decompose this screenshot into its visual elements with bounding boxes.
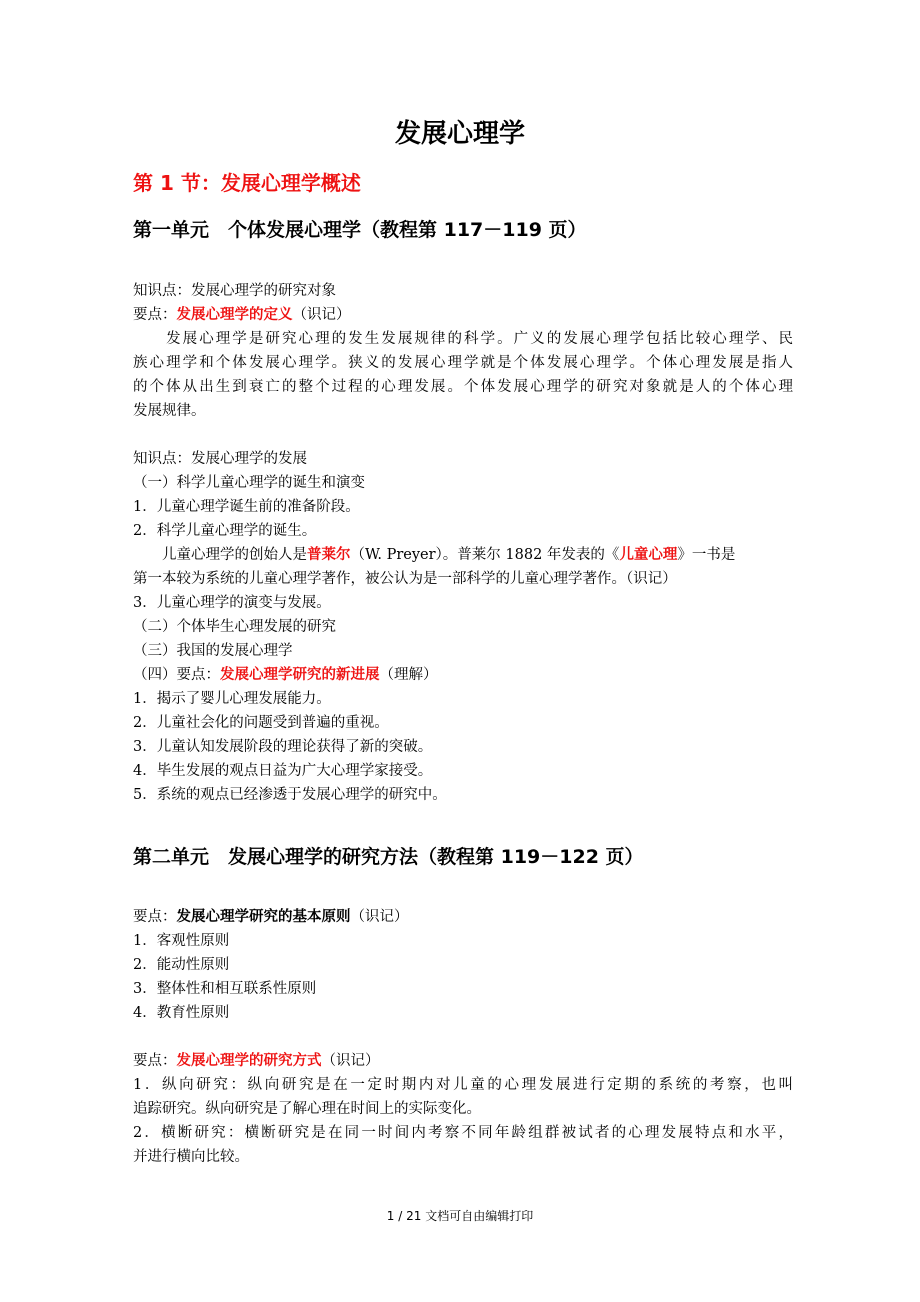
method-line: 追踪研究。纵向研究是了解心理在时间上的实际变化。 (133, 1101, 481, 1117)
founder-paragraph-line (133, 543, 793, 567)
s4-highlight: 发展心理学研究的新进展 (220, 666, 380, 683)
page-footer: 1 / 21 文档可自由编辑打印 (386, 1209, 534, 1223)
unit1-heading: 第一单元 个体发展心理学（教程第 117－119 页） (133, 219, 587, 241)
progress-item: 2．儿童社会化的问题受到普遍的重视。 (133, 715, 389, 731)
book-title: 儿童心理 (619, 546, 678, 563)
founder-text-c: 》一书是 (677, 547, 736, 563)
s4-prefix: （四）要点： (133, 667, 220, 683)
methods-highlight: 发展心理学的研究方式 (176, 1052, 322, 1069)
subsection-1-item-2: 2．科学儿童心理学的诞生。 (133, 523, 317, 539)
subsection-1-item-3: 3．儿童心理学的演变与发展。 (133, 595, 331, 611)
founder-text-a: 儿童心理学的创始人是 (133, 547, 307, 563)
founder-paragraph-line: 第一本较为系统的儿童心理学著作，被公认为是一部科学的儿童心理学著作。（识记） (133, 571, 677, 587)
key-suffix: （识记） (292, 307, 351, 323)
definition-paragraph-line: 发展规律。 (133, 403, 206, 419)
method-line: 并进行横向比较。 (133, 1149, 249, 1165)
founder-name: 普莱尔 (307, 546, 351, 563)
subsection-1: （一）科学儿童心理学的诞生和演变 (133, 475, 365, 491)
s4-suffix: （理解） (379, 667, 438, 683)
founder-text-b: （W. Preyer）。普莱尔 1882 年发表的《 (350, 547, 620, 563)
methods-key-point (133, 1049, 793, 1073)
subsection-3: （三）我国的发展心理学 (133, 643, 293, 659)
document-title: 发展心理学 (394, 119, 525, 149)
kp1-label: 知识点：发展心理学的研究对象 (133, 283, 336, 299)
progress-item: 3．儿童认知发展阶段的理论获得了新的突破。 (133, 739, 433, 755)
definition-paragraph-line: 族心理学和个体发展心理学。狭义的发展心理学就是个体发展心理学。个体心理发展是指人 (133, 355, 793, 371)
progress-item: 1．揭示了婴儿心理发展能力。 (133, 691, 331, 707)
principle-item: 2．能动性原则 (133, 957, 230, 973)
subsection-4 (133, 663, 793, 687)
definition-paragraph-line: 的个体从出生到衰亡的整个过程的心理发展。个体发展心理学的研究对象就是人的个体心理 (133, 379, 793, 395)
method-line: 1．纵向研究：纵向研究是在一定时期内对儿童的心理发展进行定期的系统的考察，也叫 (133, 1077, 793, 1093)
principles-prefix: 要点： (133, 909, 177, 925)
key-highlight: 发展心理学的定义 (176, 306, 293, 323)
subsection-1-item-1: 1．儿童心理学诞生前的准备阶段。 (133, 499, 360, 515)
subsection-2: （二）个体毕生心理发展的研究 (133, 619, 336, 635)
principle-item: 4．教育性原则 (133, 1005, 230, 1021)
progress-item: 4．毕生发展的观点日益为广大心理学家接受。 (133, 763, 433, 779)
definition-paragraph-line: 发展心理学是研究心理的发生发展规律的科学。广义的发展心理学包括比较心理学、民 (133, 331, 793, 347)
methods-prefix: 要点： (133, 1053, 177, 1069)
principles-highlight: 发展心理学研究的基本原则 (176, 908, 351, 925)
kp1-key-point (133, 303, 793, 327)
principle-item: 3．整体性和相互联系性原则 (133, 981, 317, 997)
kp2-label: 知识点：发展心理学的发展 (133, 451, 307, 467)
methods-suffix: （识记） (321, 1053, 380, 1069)
method-line: 2．横断研究：横断研究是在同一时间内考察不同年龄组群被试者的心理发展特点和水平， (133, 1125, 793, 1141)
unit2-heading: 第二单元 发展心理学的研究方法（教程第 119－122 页） (133, 846, 644, 868)
principles-suffix: （识记） (350, 909, 409, 925)
section-heading: 第 1 节：发展心理学概述 (133, 171, 361, 195)
progress-item: 5．系统的观点已经渗透于发展心理学的研究中。 (133, 787, 447, 803)
principle-item: 1．客观性原则 (133, 933, 230, 949)
principles-key-point (133, 905, 793, 929)
key-prefix: 要点： (133, 307, 177, 323)
